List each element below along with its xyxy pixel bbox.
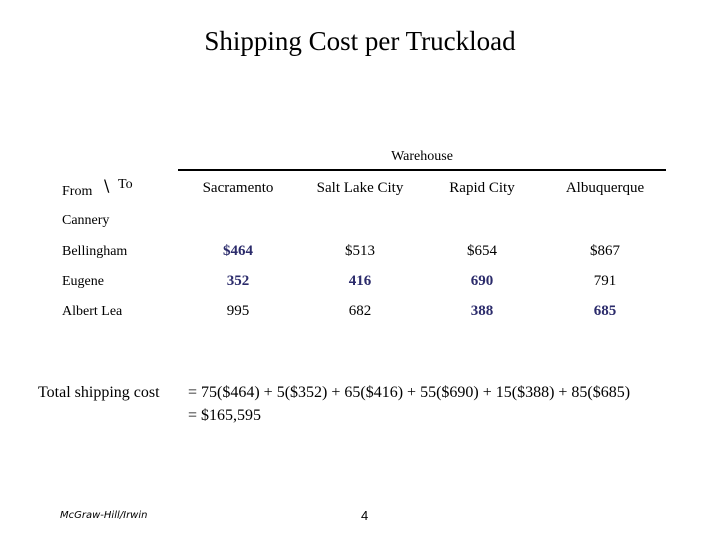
slide-title: Shipping Cost per Truckload: [204, 26, 516, 56]
publisher-footer: McGraw-Hill/Irwin: [60, 510, 148, 521]
corner-cannery-label: Cannery: [62, 213, 110, 228]
cell-bellingham-salt-lake-city: $513: [345, 243, 375, 259]
cell-eugene-salt-lake-city: 416: [348, 273, 372, 289]
cell-eugene-rapid-city: 690: [470, 273, 494, 289]
cell-bellingham-sacramento: $464: [223, 243, 253, 259]
cell-albert-lea-rapid-city: 388: [470, 303, 494, 319]
corner-to-label: To: [118, 177, 133, 192]
column-header-rapid-city: Rapid City: [449, 180, 515, 196]
column-header-albuquerque: Albuquerque: [565, 180, 645, 196]
cell-eugene-albuquerque: 791: [593, 273, 617, 289]
total-cost-result: = $165,595: [188, 407, 262, 424]
row-label-bellingham: Bellingham: [62, 244, 128, 259]
cell-bellingham-albuquerque: $867: [590, 243, 620, 259]
total-cost-formula: = 75($464) + 5($352) + 65($416) + 55($690) + 15($388) + 85($685): [188, 384, 631, 401]
row-label-albert-lea: Albert Lea: [62, 304, 123, 319]
cell-albert-lea-sacramento: 995: [226, 303, 250, 319]
corner-slash: \: [104, 176, 110, 195]
warehouse-header: Warehouse: [391, 149, 453, 164]
cell-eugene-sacramento: 352: [226, 273, 250, 289]
column-header-salt-lake-city: Salt Lake City: [316, 180, 404, 196]
column-header-sacramento: Sacramento: [202, 180, 274, 196]
page-number: 4: [361, 508, 369, 523]
row-label-eugene: Eugene: [62, 274, 104, 289]
cell-albert-lea-salt-lake-city: 682: [348, 303, 372, 319]
total-cost-label: Total shipping cost: [38, 384, 160, 401]
cell-albert-lea-albuquerque: 685: [593, 303, 617, 319]
cell-bellingham-rapid-city: $654: [467, 243, 497, 259]
warehouse-divider: [178, 169, 666, 171]
corner-from-label: From: [62, 184, 93, 199]
